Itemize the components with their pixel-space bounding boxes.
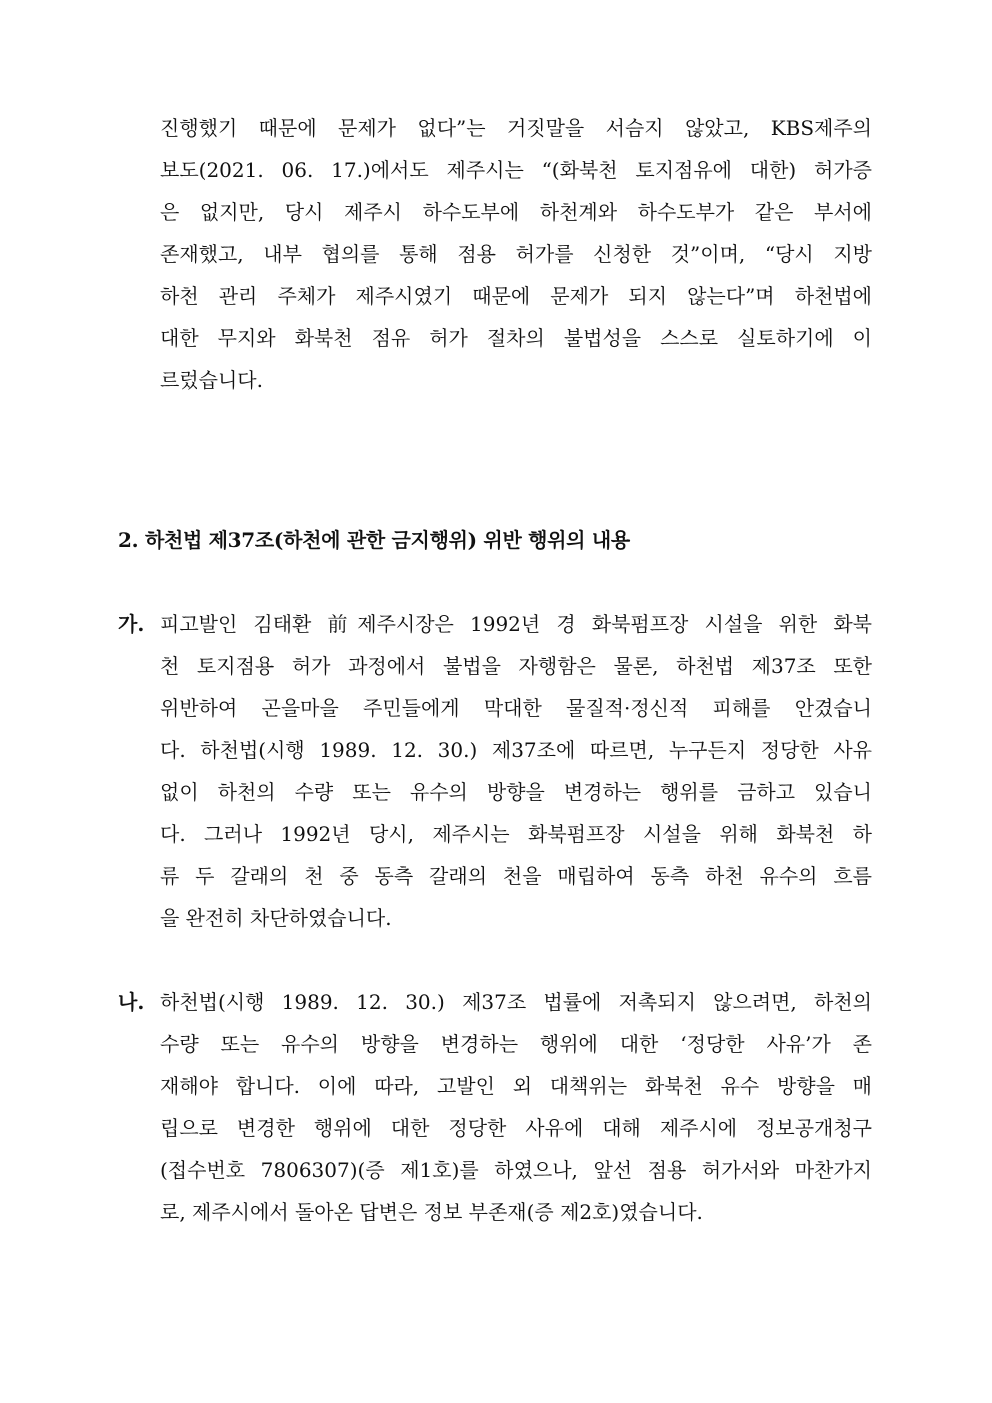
item-line: 천 토지점용 허가 과정에서 불법을 자행함은 물론, 하천법 제37조 또한	[160, 654, 872, 678]
item-marker: 가.	[118, 612, 145, 636]
intro-line: 하천 관리 주체가 제주시였기 때문에 문제가 되지 않는다”며 하천법에	[160, 284, 872, 308]
item-line: 하천법(시행 1989. 12. 30.) 제37조 법률에 저촉되지 않으려면, 하천의	[160, 990, 872, 1014]
intro-line: 은 없지만, 당시 제주시 하수도부에 하천계와 하수도부가 같은 부서에	[160, 200, 872, 224]
item-line: 다. 하천법(시행 1989. 12. 30.) 제37조에 따르면, 누구든지 정당한 사유	[160, 738, 872, 762]
item-line: 로, 제주시에서 돌아온 답변은 정보 부존재(증 제2호)였습니다.	[160, 1200, 703, 1224]
item-line: 없이 하천의 수량 또는 유수의 방향을 변경하는 행위를 금하고 있습니	[160, 780, 872, 804]
item-line: 다. 그러나 1992년 당시, 제주시는 화북펌프장 시설을 위해 화북천 하	[160, 822, 872, 846]
item-line: 을 완전히 차단하였습니다.	[160, 906, 392, 930]
item-line: 류 두 갈래의 천 중 동측 갈래의 천을 매립하여 동측 하천 유수의 흐름	[160, 864, 872, 888]
item-line: (접수번호 7806307)(증 제1호)를 하였으나, 앞선 점용 허가서와 마찬가지	[160, 1158, 872, 1182]
item-line: 립으로 변경한 행위에 대한 정당한 사유에 대해 제주시에 정보공개청구	[160, 1116, 872, 1140]
item-line: 수량 또는 유수의 방향을 변경하는 행위에 대한 ‘정당한 사유’가 존	[160, 1032, 872, 1056]
item-line: 피고발인 김태환 前제주시장은 1992년 경 화북펌프장 시설을 위한 화북	[160, 612, 872, 636]
item-line: 재해야 합니다. 이에 따라, 고발인 외 대책위는 화북천 유수 방향을 매	[160, 1074, 872, 1098]
intro-line: 대한 무지와 화북천 점유 허가 절차의 불법성을 스스로 실토하기에 이	[160, 326, 872, 350]
intro-line: 존재했고, 내부 협의를 통해 점용 허가를 신청한 것”이며, “당시 지방	[160, 242, 872, 266]
intro-line: 진행했기 때문에 문제가 없다”는 거짓말을 서슴지 않았고, KBS제주의	[160, 116, 872, 140]
intro-line: 보도(2021. 06. 17.)에서도 제주시는 “(화북천 토지점유에 대한) 허가증	[160, 158, 872, 182]
section-heading: 2. 하천법 제37조(하천에 관한 금지행위) 위반 행위의 내용	[118, 528, 630, 552]
item-marker: 나.	[118, 990, 145, 1014]
intro-line: 르렀습니다.	[160, 368, 263, 392]
item-line: 위반하여 곤을마을 주민들에게 막대한 물질적·정신적 피해를 안겼습니	[160, 696, 873, 720]
